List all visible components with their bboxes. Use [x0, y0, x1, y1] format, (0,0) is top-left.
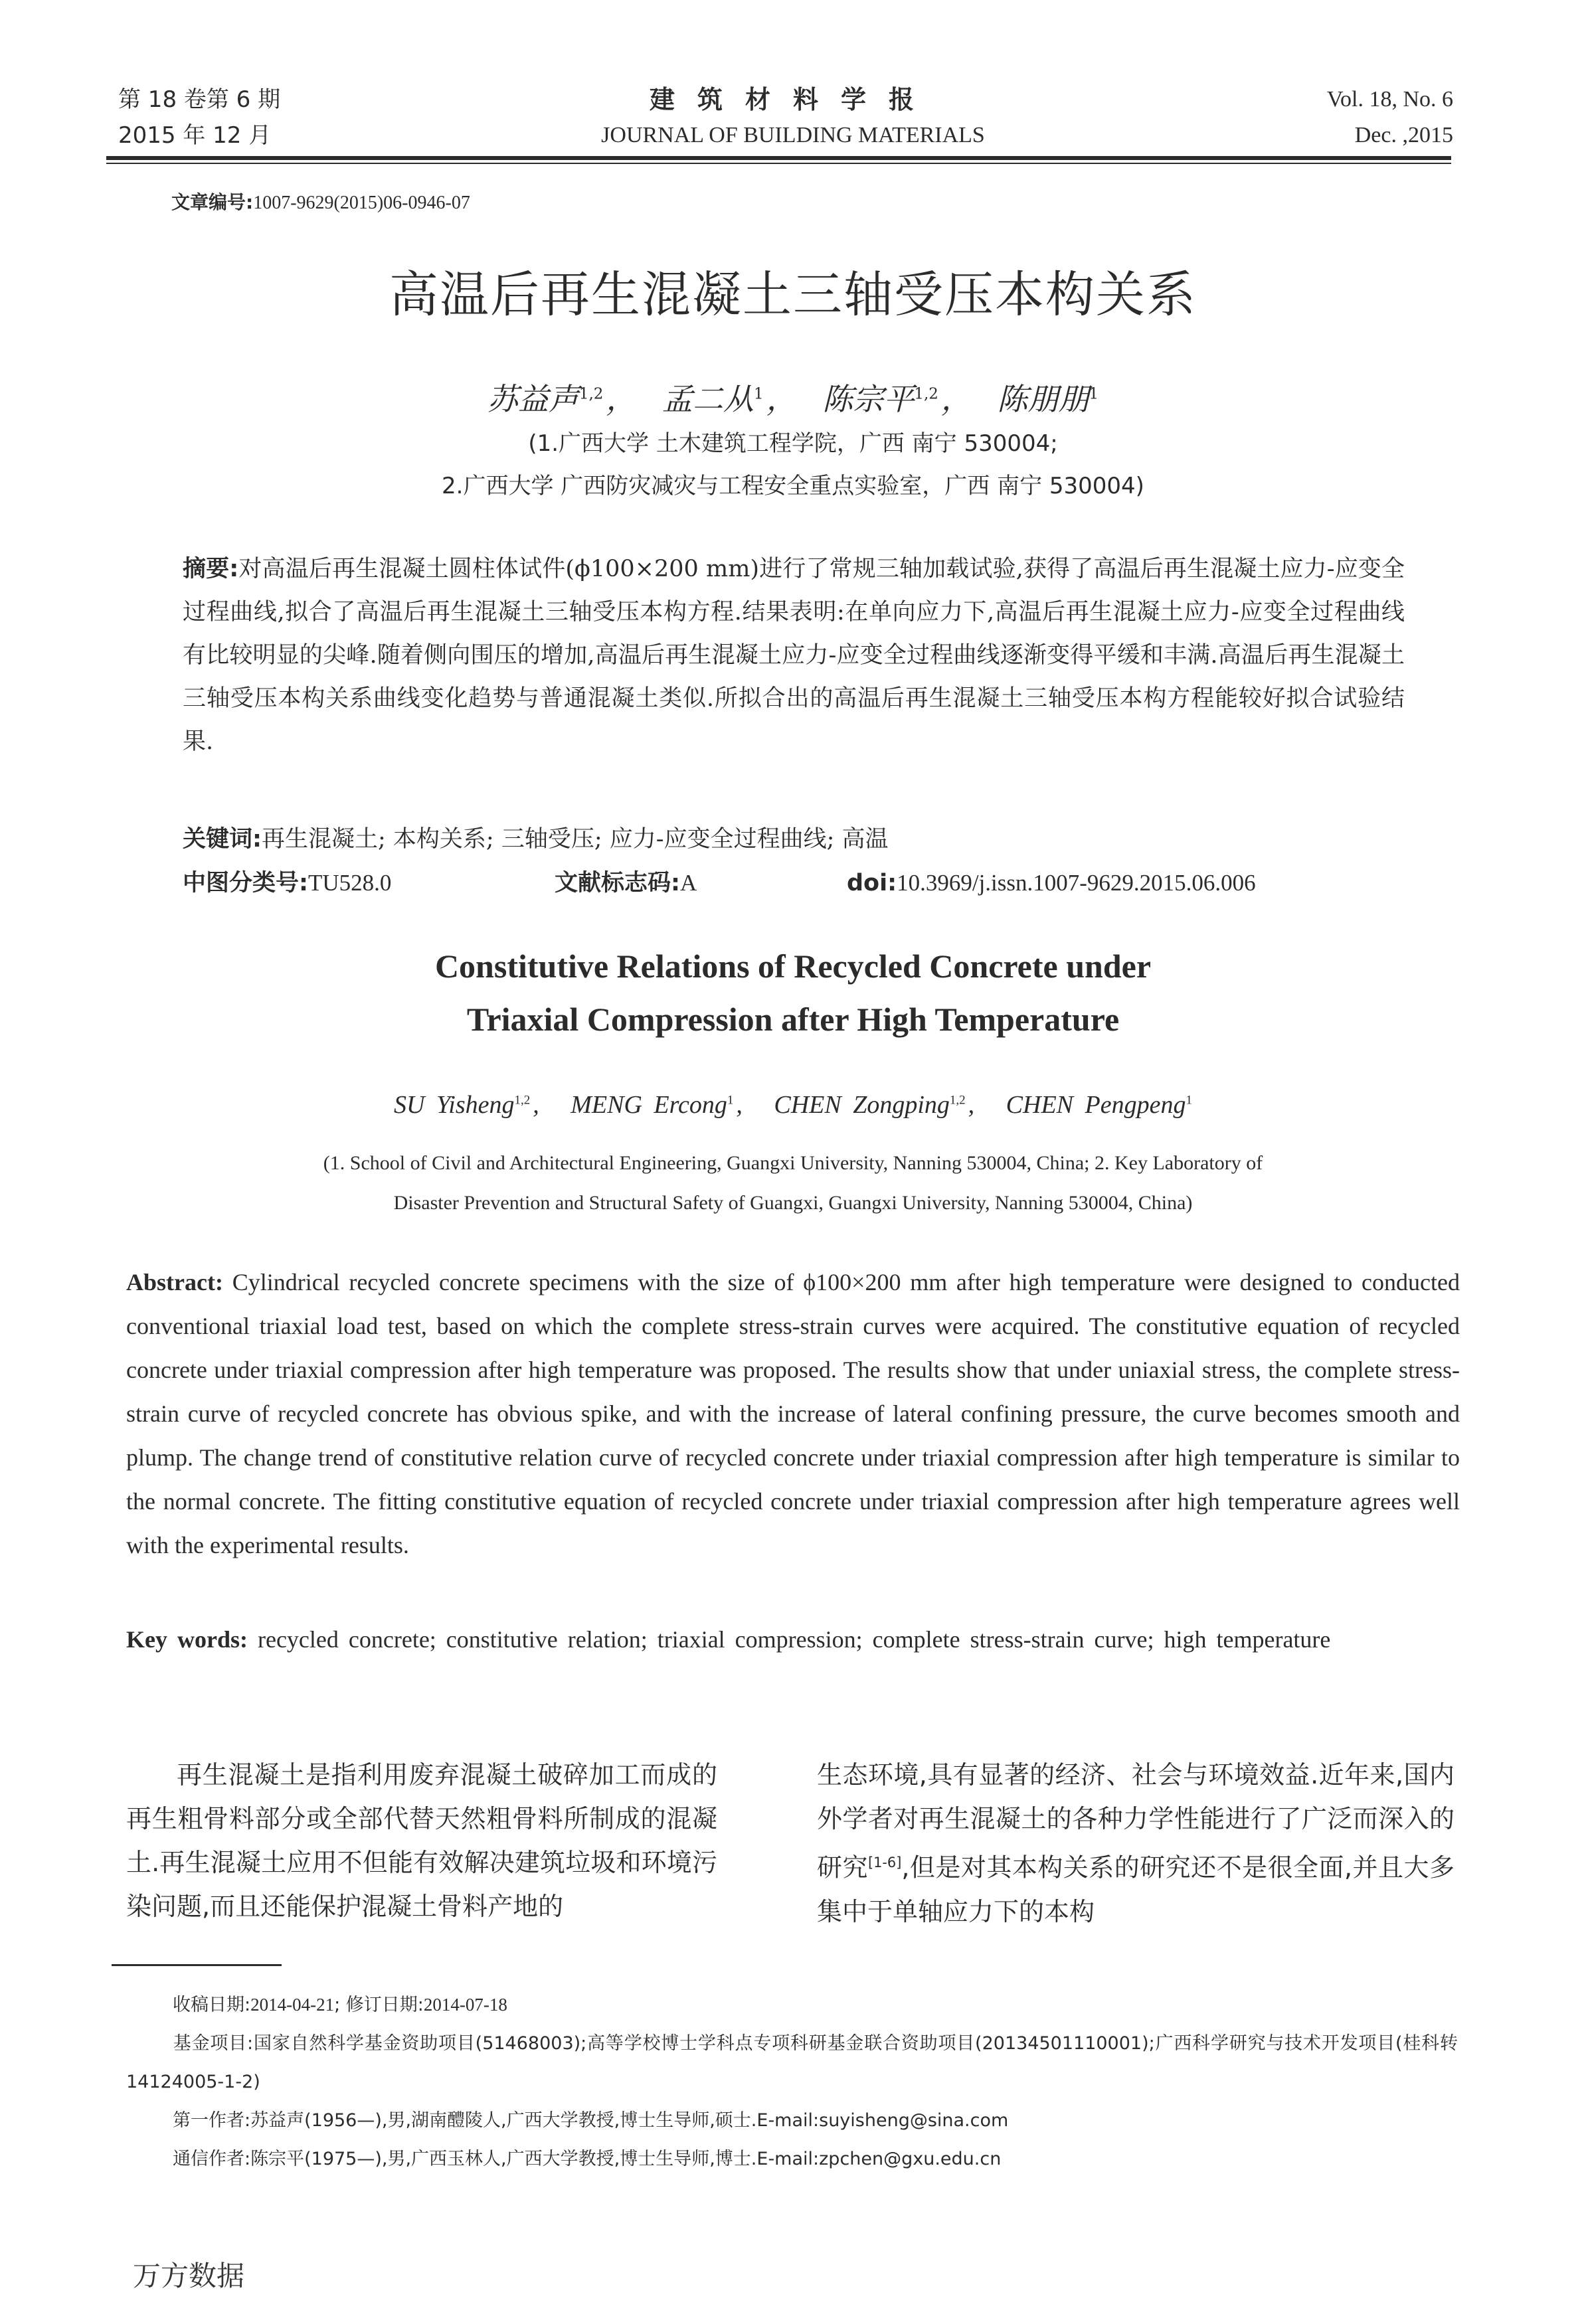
keywords-en-label: Key words:: [126, 1626, 248, 1653]
body-paragraph: 再生混凝土是指利用废弃混凝土破碎加工而成的再生粗骨料部分或全部代替天然粗骨料所制成的混凝土.再生混凝土应用不但能有效解决建筑垃圾和环境污染问题,而且还能保护混凝土骨料产地的: [126, 1760, 717, 1921]
affiliation-en-2: Disaster Prevention and Structural Safety of Guangxi, Guangxi University, Nanning 530004, China): [393, 1192, 1193, 1214]
article-number-value: 1007-9629(2015)06-0946-07: [253, 193, 470, 213]
header-right: [1327, 85, 1453, 150]
affiliation-cn-1: (1.广西大学 土木建筑工程学院，广西 南宁 530004;: [528, 430, 1058, 457]
affiliation-en-1: (1. School of Civil and Architectural Engineering, Guangxi University, Nanning 530004, China; 2. Key Laboratory of: [323, 1152, 1263, 1174]
body-paragraph: 生态环境,具有显著的经济、社会与环境效益.近年来,国内外学者对再生混凝土的各种力学性能进行了广泛而深入的研究[1-6],但是对其本构关系的研究还不是很全面,并且大多集中于单轴应力下的本构: [817, 1760, 1454, 1926]
affiliation-cn-2: 2.广西大学 广西防灾减灾与工程安全重点实验室，广西 南宁 530004): [442, 473, 1144, 499]
author-cn: 苏益声$^{1,2}$: [487, 381, 604, 417]
volume-issue-cn: 第 18 卷第 6 期: [118, 86, 281, 113]
journal-name-en: JOURNAL OF BUILDING MATERIALS: [601, 123, 985, 147]
clc-number: 中图分类号:TU528.0: [183, 870, 392, 896]
article-number: [171, 188, 470, 214]
article-number-label: 文章编号:: [171, 191, 254, 213]
abstract-en-label: Abstract:: [126, 1269, 223, 1295]
date-cn: 2015 年 12 月: [118, 122, 272, 149]
authors-cn: 苏益声$^{1,2}$， 孟二从$^1$， 陈宗平$^{1,2}$， 陈朋朋$^1$: [487, 381, 1099, 417]
keywords-cn-text: 再生混凝土; 本构关系; 三轴受压; 应力-应变全过程曲线; 高温: [262, 826, 889, 853]
author-cn: 陈朋朋$^1$: [997, 381, 1099, 417]
abstract-cn-label: 摘要:: [183, 556, 239, 582]
abstract-en: [126, 1260, 1460, 1567]
body-column-right: [817, 1753, 1454, 1934]
author-cn: 孟二从$^1$: [662, 381, 764, 417]
author-en: MENG Ercong$^1$: [571, 1091, 734, 1119]
keywords-en-text: recycled concrete; constitutive relation; triaxial compression; complete stress-strain curve; high temperature: [257, 1626, 1331, 1653]
author-en: SU Yisheng$^{1,2}$: [394, 1091, 531, 1119]
title-en-line-1: Constitutive Relations of Recycled Concrete under: [434, 948, 1152, 985]
footnote-corresponding-author: 通信作者:陈宗平(1975—),男,广西玉林人,广西大学教授,博士生导师,博士.E-mail:zpchen@gxu.edu.cn: [173, 2149, 1002, 2169]
keywords-cn: [183, 818, 1405, 861]
journal-name-cn: 建筑材料学报: [649, 85, 936, 114]
footnote-fund: 基金项目:国家自然科学基金资助项目(51468003);高等学校博士学科点专项科研基金联合资助项目(20134501110001);广西科学研究与技术开发项目(桂科转 14124005-1-2): [126, 2033, 1458, 2092]
author-en: CHEN Pengpeng$^1$: [1006, 1091, 1192, 1119]
classification-line: [183, 861, 1405, 905]
body-column-left: [126, 1753, 717, 1928]
abstract-en-text: Cylindrical recycled concrete specimens with the size of ϕ100×200 mm after high temperature were designed to conducted conventional triaxial load test, based on which the complete stress-strain curves were acquired. The constitutive equation of recycled concrete under triaxial compression after high temperature was proposed. The results show that under uniaxial stress, the complete stress-strain curve of recycled concrete has obvious spike, and with the increase of lateral confining pressure, the curve becomes smooth and plump. The change trend of constitutive relation curve of recycled concrete under triaxial compression after high temperature is similar to the normal concrete. The fitting constitutive equation of recycled concrete under triaxial compression after high temperature agrees well with the experimental results.: [126, 1269, 1460, 1558]
document-code: 文献标志码:A: [555, 870, 697, 896]
volume-issue-en: Vol. 18, No. 6: [1326, 87, 1453, 112]
affiliations-en: [0, 1143, 1586, 1223]
date-en: Dec. ,2015: [1354, 123, 1453, 147]
author-cn: 陈宗平$^{1,2}$: [822, 381, 938, 417]
footnote-dates: 收稿日期:2014-04-21; 修订日期:2014-07-18: [173, 1995, 507, 2015]
affiliations-cn: [0, 425, 1586, 505]
keywords-cn-label: 关键词:: [183, 826, 262, 853]
header-rule-thin: [106, 163, 1451, 164]
header-rule-thick: [106, 156, 1451, 160]
title-cn: 高温后再生混凝土三轴受压本构关系: [389, 266, 1197, 323]
title-en: [0, 940, 1586, 1046]
doi: doi:10.3969/j.issn.1007-9629.2015.06.006: [847, 870, 1256, 896]
authors-en: SU Yisheng$^{1,2}$ , MENG Ercong$^1$ , CHEN Zongping$^{1,2}$ , CHEN Pengpeng$^1$: [394, 1091, 1192, 1119]
footnote-rule: [112, 1964, 282, 1966]
citation-ref: [1-6]: [867, 1855, 902, 1870]
keywords-en: [126, 1618, 1460, 1661]
footnotes: [126, 1985, 1458, 2179]
author-en: CHEN Zongping$^{1,2}$: [774, 1091, 966, 1119]
abstract-cn: [183, 548, 1405, 764]
wanfang-watermark: 万方数据: [133, 2260, 245, 2292]
footnote-first-author: 第一作者:苏益声(1956—),男,湖南醴陵人,广西大学教授,博士生导师,硕士.E-mail:suyisheng@sina.com: [173, 2110, 1009, 2131]
title-en-line-2: Triaxial Compression after High Temperature: [466, 1001, 1120, 1038]
abstract-cn-text: 对高温后再生混凝土圆柱体试件(ϕ100×200 mm)进行了常规三轴加载试验,获得了高温后再生混凝土应力-应变全过程曲线,拟合了高温后再生混凝土三轴受压本构方程.结果表明:在单向应力下,高温后再生混凝土应力-应变全过程曲线有比较明显的尖峰.随着侧向围压的增加,高温后再生混凝土应力-应变全过程曲线逐渐变得平缓和丰满.高温后再生混凝土三轴受压本构关系曲线变化趋势与普通混凝土类似.所拟合出的高温后再生混凝土三轴受压本构方程能较好拟合试验结果.: [183, 556, 1405, 755]
